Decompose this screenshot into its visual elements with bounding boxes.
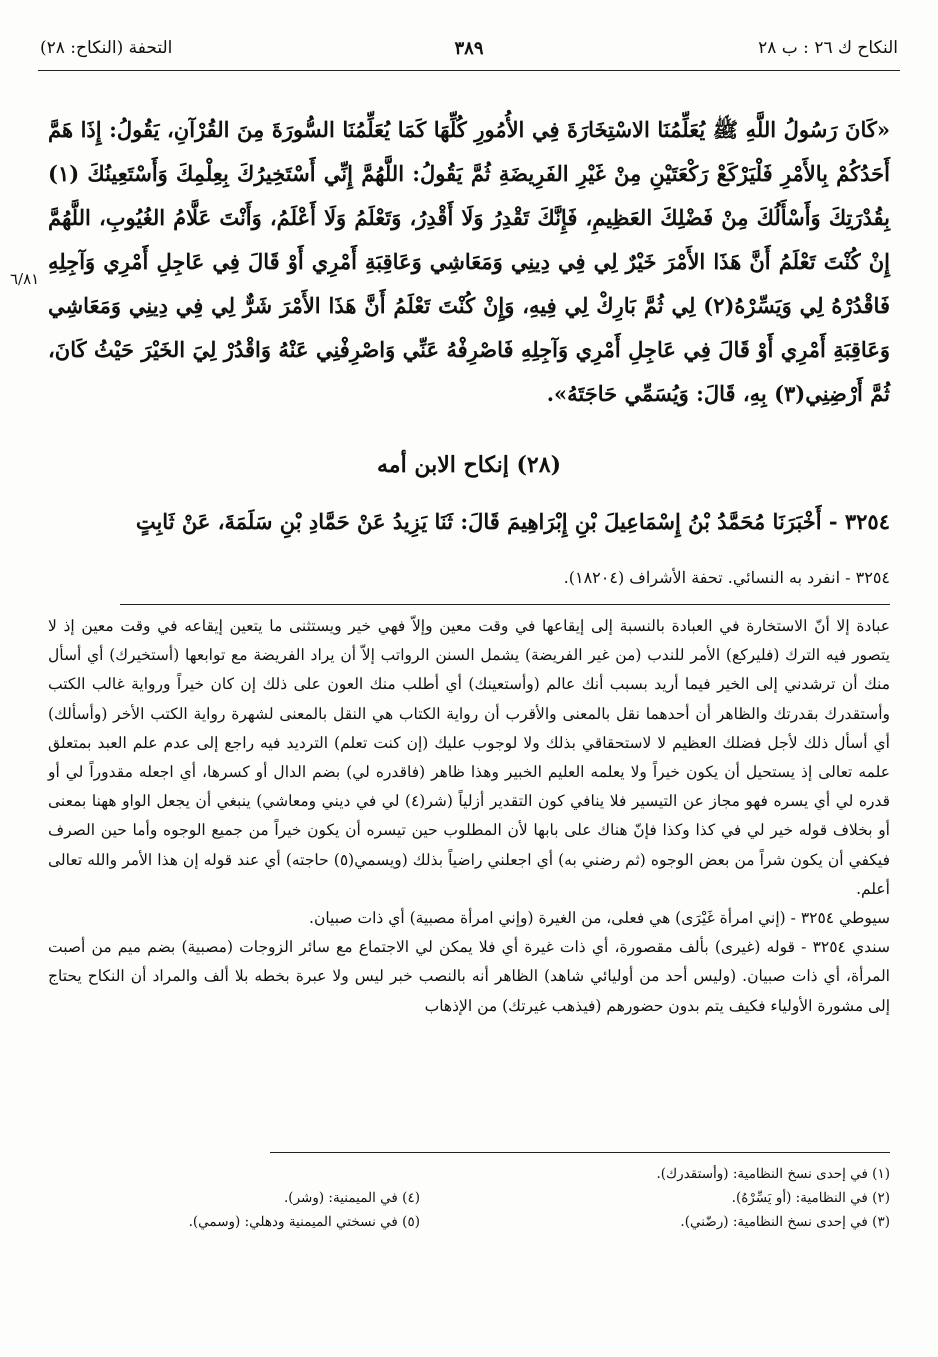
commentary-paragraph: سيوطي ٣٢٥٤ - (إني امرأة غَيْرَى) هي فعلى، من الغيرة (وإني امرأة مصبية) أي ذات صبيان.	[309, 909, 890, 928]
footnote-2: (٢) في النظامية: (أو يَسِّرْهُ).	[731, 1190, 890, 1206]
footnote-5: (٥) في نسختي الميمنية ودهلي: (وسمي).	[188, 1214, 420, 1230]
footnotes-divider	[270, 1152, 890, 1153]
footnotes-column-left	[90, 1186, 420, 1234]
commentary	[48, 612, 890, 1021]
header-book-reference: النكاح ك ٢٦ : ب ٢٨	[758, 38, 898, 58]
page-header	[40, 38, 898, 72]
commentary-paragraph: عبادة إلا أنّ الاستخارة في العبادة بالنسبة إلى إيقاعها في وقت معين وإلاّ فهي خير ويستثنى ما يتعين إيقاعه في وقت معين إذ لا يتصور فيه الترك (فليركع) الأمر للندب (من غير الفريضة) يشمل السنن الرواتب إلاّ أن يراد الفريضة مع توابعها (أستخيرك) أي أسأل منك أن ترشدني إلى الخير فيما أريد بسبب أنك عالم (وأستعينك) أي أطلب منك العون على ذلك إن كان خيراً ورواية غالب الكتب وأستقدرك بقدرتك والظاهر أن أحدهما نقل بالمعنى والأقرب أن رواية الكتاب هي النقل بالمعنى لشهرة رواية الكتب الأخر (وأسألك) أي أسأل ذلك لأجل فضلك العظيم لا لاستحقاقي بذلك ولا لوجوب عليك (إن كنت تعلم) الترديد فيه راجع إلى عدم علم العبد بمتعلق علمه تعالى إذ يستحيل أن يكون خيراً ولا يعلمه العليم الخبير وهذا ظاهر (فاقدره لي) بضم الدال أو كسرها، أي اجعله مقدوراً لي أو قدره لي أي يسره فهو مجاز عن التيسير فلا ينافي كون التقدير أزلياً (شر(٤) لي في ديني ومعاشي) ينبغي أن يجعل الواو ههنا بمعنى أو بخلاف قوله خير لي في كذا وكذا فإنّ هناك على بابها لأن المطلوب حين تيسره أن يكون خيراً من جميع الوجوه وأما حين الصرف فيكفي أن يكون شراً من بعض الوجوه (ثم رضني به) أي اجعلني راضياً بذلك (ويسمي(٥) حاجته) أي عند قوله إن هذا الأمر والله تعالى أعلم.	[48, 617, 891, 898]
page-number: ٣٨٩	[454, 38, 484, 59]
takhrij-note: ٣٢٥٤ - انفرد به النسائي. تحفة الأشراف (١٨٢٠٤).	[563, 568, 890, 587]
commentary-paragraph: سندي ٣٢٥٤ - قوله (غيرى) بألف مقصورة، أي ذات غيرة أي فلا يمكن لي الاجتماع مع سائر الزوجات (مصبية) بضم ميم من أصبت المرأة، أي ذات صبيان. (وليس أحد من أوليائي شاهد) الظاهر أنه بالنصب خبر ليس ولا عبرة بخطه بلا ألف والمراد أن النكاح يحتاج إلى مشورة الأولياء فكيف يتم بدون حضورهم (فيذهب غيرتك) من الإذهاب	[48, 938, 890, 1015]
footnote-3: (٣) في إحدى نسخ النظامية: (رضّني).	[680, 1214, 890, 1230]
footnote-1: (١) في إحدى نسخ النظامية: (وأستقدرك).	[656, 1166, 890, 1182]
footnote-4: (٤) في الميمنية: (وشر).	[284, 1190, 420, 1206]
commentary-divider	[120, 604, 890, 605]
margin-reference: ٦/٨١	[10, 270, 40, 288]
header-divider	[38, 70, 900, 71]
hadith-text: «كَانَ رَسُولُ اللَّهِ ﷺ يُعَلِّمُنَا الاسْتِخَارَةَ فِي الأُمُورِ كُلِّهَا كَمَا يُعَلِّمُنَا السُّورَةَ مِنَ القُرْآنِ، يَقُولُ: إِذَا هَمَّ أَحَدُكُمْ بِالأَمْرِ فَلْيَرْكَعْ رَكْعَتَيْنِ مِنْ غَيْرِ الفَرِيضَةِ ثُمَّ يَقُولُ: اللَّهُمَّ إِنِّي أَسْتَخِيرُكَ بِعِلْمِكَ وَأَسْتَعِينُكَ (١) بِقُدْرَتِكَ وَأَسْأَلُكَ مِنْ فَضْلِكَ العَظِيمِ، فَإِنَّكَ تَقْدِرُ وَلَا أَقْدِرُ، وَتَعْلَمُ وَلَا أَعْلَمُ، وَأَنْتَ عَلَّامُ الغُيُوبِ، اللَّهُمَّ إِنْ كُنْتَ تَعْلَمُ أَنَّ هَذَا الأَمْرَ خَيْرٌ لِي فِي دِينِي وَمَعَاشِي وَعَاقِبَةِ أَمْرِي أَوْ قَالَ فِي عَاجِلِ أَمْرِي وَآجِلِهِ فَاقْدُرْهُ لِي وَيَسِّرْهُ(٢) لِي ثُمَّ بَارِكْ لِي فِيهِ، وَإِنْ كُنْتَ تَعْلَمُ أَنَّ هَذَا الأَمْرَ شَرٌّ لِي فِي دِينِي وَمَعَاشِي وَعَاقِبَةِ أَمْرِي أَوْ قَالَ فِي عَاجِلِ أَمْرِي وَآجِلِهِ فَاصْرِفْهُ عَنِّي وَاصْرِفْنِي عَنْهُ وَاقْدُرْ لِيَ الخَيْرَ حَيْثُ كَانَ، ثُمَّ أَرْضِنِي(٣) بِهِ، قَالَ: وَيُسَمِّي حَاجَتَهُ».	[48, 117, 890, 406]
hadith-isnad: ٣٢٥٤ - أَخْبَرَنَا مُحَمَّدُ بْنُ إِسْمَاعِيلَ بْنِ إِبْرَاهِيمَ قَالَ: ثَنَا يَزِيدُ عَنْ حَمَّادِ بْنِ سَلَمَةَ، عَنْ ثَابِتٍ	[135, 509, 890, 534]
chapter-title: (٢٨) إنكاح الابن أمه	[377, 452, 561, 478]
footnotes-column-right	[450, 1162, 890, 1234]
header-tuhfa-reference: التحفة (النكاح: ٢٨)	[40, 38, 173, 58]
